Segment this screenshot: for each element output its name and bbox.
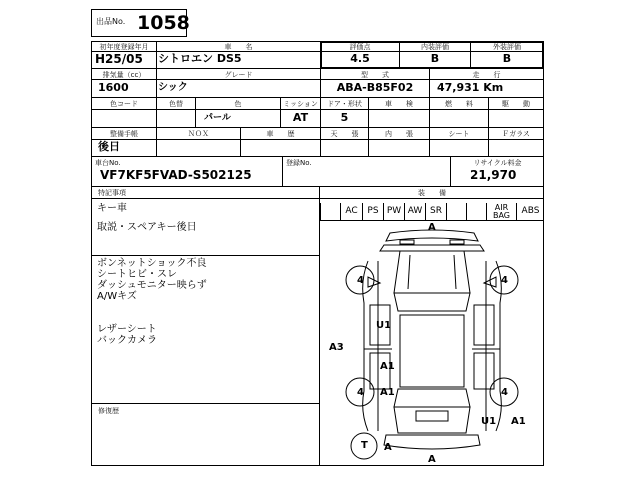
divider [91,403,320,404]
divider [91,79,544,80]
seat-label: シート [448,130,470,138]
damage-mark: 4 [357,387,364,398]
damage-mark: 4 [357,275,364,286]
mission-value: AT [292,111,309,124]
divider [91,156,544,157]
score-label: 評価点 [349,43,371,51]
glass-label: Ｆガラス [502,130,530,138]
equipment-empty [466,203,486,220]
divider [282,156,283,186]
doors-value: 5 [340,111,349,124]
divider [368,97,369,127]
damage-mark: A3 [329,342,344,353]
chassis-label: 車台No. [95,159,121,167]
registration-number-label: 登録No. [286,159,312,167]
divider [156,97,157,127]
note-defect: ボンネットショック不良 [97,258,207,269]
note-key: キー車 [97,203,127,214]
damage-mark: T [361,440,368,451]
mileage-label: 走 行 [472,71,501,79]
divider [240,127,241,156]
history-label: 車 歴 [266,130,295,138]
color-label: 色 [234,100,242,108]
divider [488,97,489,127]
chassis-value: VF7KF5FVAD-S502125 [100,168,252,182]
divider [156,127,157,156]
equipment-ac: AC [340,203,362,220]
equipment-ps: PS [362,203,383,220]
damage-mark: A [428,222,436,233]
divider [320,127,321,156]
divider [470,41,471,69]
divider [91,186,544,187]
car-diagram [320,221,544,466]
divider [429,68,430,97]
divider [399,41,400,69]
damage-mark: A [384,442,392,453]
grade-value: シック [158,82,188,93]
divider [91,68,544,69]
score-value: 4.5 [350,52,370,65]
exterior-score-label: 外装評価 [493,43,521,51]
divider [280,97,281,127]
note-manual: 取説・スペアキー後日 [97,222,197,233]
divider [91,127,544,128]
inner-lining-label: 内 張 [385,130,413,138]
lot-label: 出品No. [96,17,126,26]
note-defect: シートヒビ・スレ [97,269,177,280]
displacement-label: 排気量（cc） [102,71,146,79]
divider [450,156,451,186]
divider [320,97,321,127]
sunroof-label: 天 張 [330,130,359,138]
interior-score-label: 内装評価 [421,43,449,51]
divider [429,97,430,127]
note-feature: バックカメラ [97,335,157,346]
divider [320,68,321,97]
fuel-label: 燃 料 [445,100,473,108]
equipment-cell [320,203,340,220]
note-defect: ダッシュモニター映らず [97,280,207,291]
damage-mark: U1 [376,320,392,331]
divider [156,68,157,97]
grade-label: グレード [224,71,253,79]
damage-mark: U1 [481,416,497,427]
note-defect: A/Wキズ [97,291,137,302]
lot-number: 1058 [137,12,190,34]
equipment-aw: AW [404,203,425,220]
model-label: 型 式 [361,71,389,79]
registration-year: H25/05 [95,52,143,66]
damage-mark: A [428,454,436,465]
damage-mark: A1 [511,416,526,427]
recycle-label: リサイクル料金 [473,159,522,167]
color-value: パール [204,113,231,123]
equipment-label: 装 備 [418,189,446,197]
damage-mark: A1 [380,361,395,372]
divider [195,97,196,127]
divider [91,109,544,110]
mission-label: ミッション [283,100,318,108]
divider [368,127,369,156]
nox-label: ＮＯＸ [188,130,209,138]
equipment-sr: SR [425,203,446,220]
notes-label: 特記事項 [98,189,126,197]
mileage-value: 47,931 Km [437,81,504,94]
color-change-label: 色替 [169,100,183,108]
damage-mark: 4 [501,387,508,398]
equipment-abs: ABS [516,203,544,220]
divider [488,127,489,156]
score-box [320,41,544,69]
equipment-empty [446,203,466,220]
divider [156,41,157,69]
repair-history-label: 修復歴 [98,407,119,415]
displacement-value: 1600 [98,81,129,94]
equipment-pw: PW [383,203,404,220]
color-code-label: 色コード [110,100,138,108]
name-label: 車 名 [224,43,253,51]
damage-mark: 4 [501,275,508,286]
car-name: シトロエン DS5 [158,52,242,65]
divider [91,97,544,98]
note-feature: レザーシート [97,324,157,335]
divider [91,139,544,140]
model-value: ABA-B85F02 [336,81,414,94]
exterior-score: B [502,52,512,65]
doors-label: ドア・形状 [327,100,362,108]
vehicle-inspection-label: 車 検 [385,100,413,108]
service-manual-label: 整備手帳 [110,130,138,138]
damage-mark: A1 [380,387,395,398]
equipment-airbag: AIR BAG [486,203,516,220]
recycle-value: 21,970 [470,168,517,182]
divider [91,198,544,199]
year-label: 初年度登録年月 [99,43,149,51]
divider [91,255,320,256]
drive-label: 駆 動 [502,100,530,108]
divider [429,127,430,156]
interior-score: B [430,52,440,65]
service-manual-value: 後日 [98,140,120,153]
